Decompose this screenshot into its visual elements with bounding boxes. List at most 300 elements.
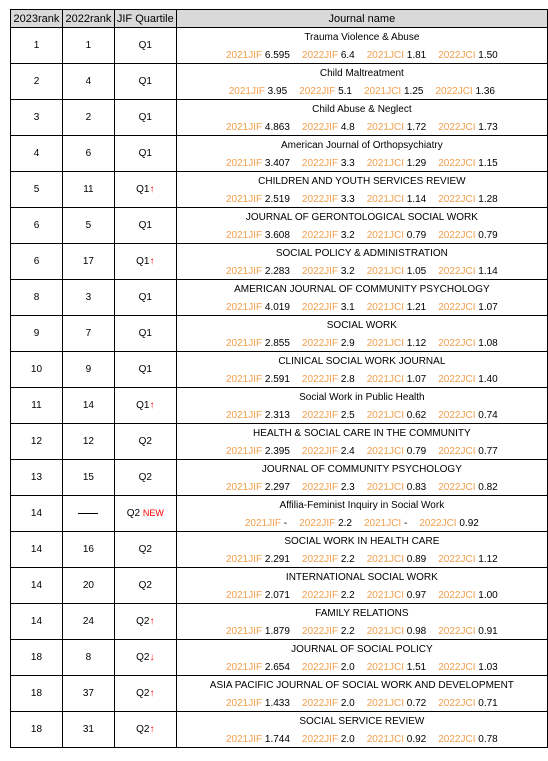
quartile-value: Q2 [126, 508, 141, 519]
metric-label: 2021JCI [366, 410, 404, 421]
quartile-value: Q2 [138, 544, 152, 555]
quartile-cell [114, 172, 176, 208]
metric-value: 3.2 [340, 230, 355, 241]
rank-2022-value: 3 [85, 292, 92, 303]
metric-value: 1.29 [406, 158, 427, 169]
journal-cell [176, 676, 547, 712]
metric-label: 2022JCI [438, 626, 476, 637]
jci-2022 [435, 85, 495, 99]
metric-value: 0.62 [406, 410, 427, 421]
metric-label: 2022JCI [438, 338, 476, 349]
rank-2023-cell [11, 388, 63, 424]
metric-value: - [283, 518, 288, 529]
rank-2023-value: 11 [31, 400, 42, 411]
metric-label: 2022JIF [299, 86, 336, 97]
quartile-value: Q1 [138, 112, 152, 123]
jci-2022 [438, 229, 498, 243]
metric-value: 1.00 [478, 590, 498, 601]
rank-2023-value: 13 [30, 472, 43, 483]
metric-value: 0.79 [406, 446, 427, 457]
jif-2022 [302, 733, 355, 747]
jif-2022 [302, 409, 355, 423]
rank-2022-cell [62, 280, 114, 316]
jif-2021 [226, 697, 290, 711]
metric-label: 2022JIF [301, 50, 339, 61]
metric-label: 2021JCI [366, 626, 404, 637]
journal-cell [176, 208, 547, 244]
quartile-value: Q2 [136, 652, 150, 663]
jci-2022 [438, 373, 498, 387]
journal-name: SOCIAL POLICY & ADMINISTRATION [275, 248, 448, 259]
metric-label: 2022JCI [438, 266, 476, 277]
journal-metrics [177, 337, 547, 351]
jif-2021 [226, 229, 290, 243]
journal-name: JOURNAL OF COMMUNITY PSYCHOLOGY [261, 464, 462, 475]
rank-2023-cell [11, 244, 63, 280]
quartile-value: Q1 [138, 40, 152, 51]
metric-label: 2022JIF [301, 302, 339, 313]
arrow-down-icon: ↓ [149, 652, 155, 663]
header-row [11, 10, 548, 28]
jci-2021 [367, 337, 427, 351]
metric-value: 4.019 [264, 302, 290, 313]
metric-value: 2.654 [264, 662, 290, 673]
jci-2022 [438, 733, 498, 747]
journal-metrics [177, 517, 547, 531]
metric-label: 2021JIF [225, 338, 263, 349]
quartile-cell [114, 460, 176, 496]
quartile-cell [114, 28, 176, 64]
quartile-cell [114, 424, 176, 460]
rank-2023-value: 3 [33, 112, 40, 123]
rank-2023-cell [11, 496, 63, 532]
metric-label: 2021JCI [366, 698, 404, 709]
quartile-value: Q1 [138, 328, 152, 339]
journal-name: SOCIAL SERVICE REVIEW [299, 716, 425, 727]
metric-value: 0.77 [478, 446, 498, 457]
metric-label: 2021JIF [225, 194, 263, 205]
metric-value: 1.12 [406, 338, 427, 349]
journal-name: American Journal of Orthopsychiatry [280, 140, 443, 151]
jci-2022 [438, 445, 498, 459]
metric-value: 0.89 [406, 554, 427, 565]
metric-label: 2022JIF [301, 734, 339, 745]
journal-cell [176, 172, 547, 208]
rank-2022-value: 15 [82, 472, 94, 483]
journal-name: FAMILY RELATIONS [315, 608, 409, 619]
journal-cell [176, 64, 547, 100]
metric-label: 2021JCI [366, 554, 404, 565]
metric-value: 1.81 [406, 50, 427, 61]
jci-2022 [438, 49, 498, 63]
jci-2021 [367, 373, 427, 387]
rank-2023-value: 8 [33, 292, 40, 303]
jci-2021 [364, 85, 424, 99]
metric-label: 2021JIF [244, 518, 282, 529]
journal-metrics [177, 85, 547, 99]
metric-value: 2.291 [264, 554, 290, 565]
jif-2021 [226, 193, 290, 207]
journal-cell [176, 640, 547, 676]
metric-label: 2022JCI [438, 698, 476, 709]
jif-2021 [226, 337, 290, 351]
metric-label: 2021JCI [366, 662, 404, 673]
metric-value: 3.608 [264, 230, 290, 241]
journal-cell [176, 496, 547, 532]
metric-label: 2021JCI [366, 158, 404, 169]
metric-value: 2.071 [264, 590, 290, 601]
metric-value: 2.5 [340, 410, 355, 421]
rank-2022-value: 16 [82, 544, 94, 555]
jci-2022 [438, 265, 498, 279]
jif-2021 [226, 553, 290, 567]
metric-label: 2022JCI [438, 734, 476, 745]
metric-value: 1.433 [264, 698, 290, 709]
metric-label: 2021JCI [366, 482, 404, 493]
metric-value: 2.0 [340, 662, 355, 673]
jci-2021 [367, 625, 427, 639]
rank-2023-value: 14 [30, 616, 43, 627]
rank-2023-cell [11, 352, 63, 388]
table-row [11, 172, 548, 208]
metric-value: 3.3 [340, 194, 355, 205]
metric-value: 0.97 [406, 590, 427, 601]
rank-2022-value: 2 [85, 112, 92, 123]
metric-value: 0.91 [478, 626, 498, 637]
rank-2023-value: 18 [30, 652, 43, 663]
rank-2022-cell [62, 496, 114, 532]
journal-name: JOURNAL OF GERONTOLOGICAL SOCIAL WORK [245, 212, 478, 223]
journal-cell [176, 532, 547, 568]
metric-value: 2.2 [340, 626, 355, 637]
table-row [11, 100, 548, 136]
journal-name: SOCIAL WORK [326, 320, 397, 331]
quartile-value: Q1 [138, 76, 152, 87]
metric-label: 2021JIF [225, 446, 263, 457]
metric-value: 1.12 [478, 554, 498, 565]
journal-metrics [177, 445, 547, 459]
table-row [11, 460, 548, 496]
metric-label: 2022JCI [438, 302, 476, 313]
jif-2021 [226, 265, 290, 279]
metric-value: 1.50 [478, 50, 498, 61]
jif-2021 [226, 121, 290, 135]
metric-label: 2021JIF [225, 590, 263, 601]
metric-value: 5.1 [338, 86, 352, 97]
jif-2022 [302, 121, 355, 135]
metric-label: 2021JCI [366, 374, 404, 385]
metric-label: 2022JIF [301, 374, 339, 385]
journal-cell [176, 280, 547, 316]
jif-2021 [226, 445, 290, 459]
metric-label: 2021JCI [366, 734, 404, 745]
metric-value: 0.71 [478, 698, 498, 709]
jif-2021 [226, 49, 290, 63]
rank-2023-value: 18 [30, 688, 43, 699]
rank-2023-cell [11, 28, 63, 64]
metric-label: 2022JCI [438, 410, 476, 421]
table-row [11, 640, 548, 676]
quartile-cell [114, 316, 176, 352]
rank-2023-value: 14 [30, 544, 43, 555]
jif-2021 [226, 733, 290, 747]
metric-value: 1.07 [406, 374, 427, 385]
jif-2022 [302, 589, 355, 603]
metric-value: 2.9 [340, 338, 355, 349]
table-row [11, 532, 548, 568]
rank-2023-cell [11, 316, 63, 352]
jci-2021 [367, 445, 427, 459]
journal-cell [176, 604, 547, 640]
no-rank-dash [78, 513, 98, 514]
quartile-cell [114, 676, 176, 712]
jci-2021 [367, 553, 427, 567]
jif-2022 [302, 625, 355, 639]
table-row [11, 712, 548, 748]
rank-2023-cell [11, 172, 63, 208]
metric-label: 2021JIF [225, 482, 263, 493]
journal-name: CLINICAL SOCIAL WORK JOURNAL [278, 356, 446, 367]
journal-cell [176, 100, 547, 136]
journal-metrics [177, 733, 547, 747]
rank-2023-cell [11, 712, 63, 748]
jci-2021 [367, 49, 427, 63]
metric-label: 2022JIF [301, 446, 339, 457]
metric-label: 2021JCI [366, 122, 404, 133]
rank-2023-cell [11, 532, 63, 568]
jif-2021 [226, 589, 290, 603]
rank-2023-cell [11, 100, 63, 136]
jci-2022 [438, 625, 498, 639]
jci-2022 [438, 121, 498, 135]
metric-label: 2021JIF [225, 374, 263, 385]
jci-2021 [367, 733, 427, 747]
table-row [11, 568, 548, 604]
jif-2021 [226, 373, 290, 387]
rank-2023-cell [11, 208, 63, 244]
rank-2023-cell [11, 280, 63, 316]
rank-2022-value: 11 [83, 184, 94, 195]
metric-value: 2.297 [264, 482, 290, 493]
metric-value: 4.863 [264, 122, 290, 133]
jif-2021 [245, 517, 287, 531]
jif-2021 [226, 625, 290, 639]
jci-2021 [367, 589, 427, 603]
rank-2022-value: 1 [85, 40, 92, 51]
metric-value: 1.21 [406, 302, 427, 313]
rank-2022-value: 8 [85, 652, 92, 663]
journal-name: ASIA PACIFIC JOURNAL OF SOCIAL WORK AND DEVELOPMENT [209, 680, 514, 691]
jci-2022 [438, 409, 498, 423]
metric-label: 2021JIF [225, 698, 263, 709]
rank-2022-cell [62, 316, 114, 352]
quartile-value: Q2 [138, 580, 152, 591]
quartile-cell [114, 64, 176, 100]
quartile-cell [114, 244, 176, 280]
header-2022rank: 2022rank [62, 10, 114, 28]
quartile-cell [114, 388, 176, 424]
quartile-value: Q1 [138, 148, 152, 159]
metric-value: 2.855 [264, 338, 290, 349]
rank-2022-cell [62, 568, 114, 604]
metric-value: 2.0 [340, 698, 355, 709]
jci-2022 [438, 301, 498, 315]
metric-value: 1.14 [478, 266, 498, 277]
metric-label: 2022JIF [301, 626, 339, 637]
table-row [11, 388, 548, 424]
metric-value: 0.83 [406, 482, 427, 493]
metric-label: 2021JIF [225, 122, 263, 133]
jci-2022 [438, 481, 498, 495]
metric-value: 2.3 [340, 482, 355, 493]
jif-2022 [302, 445, 355, 459]
journal-metrics [177, 373, 547, 387]
arrow-up-icon: ↑ [149, 256, 155, 267]
metric-value: 1.40 [478, 374, 498, 385]
arrow-up-icon: ↑ [149, 688, 155, 699]
table-row [11, 424, 548, 460]
journal-name: JOURNAL OF SOCIAL POLICY [291, 644, 433, 655]
metric-value: 0.82 [478, 482, 498, 493]
metric-value: 1.08 [478, 338, 498, 349]
metric-label: 2021JIF [225, 230, 263, 241]
jif-2022 [302, 157, 355, 171]
rank-2022-cell [62, 604, 114, 640]
metric-label: 2022JIF [299, 518, 336, 529]
metric-value: 2.2 [338, 518, 352, 529]
metric-label: 2021JCI [366, 446, 404, 457]
metric-value: 6.595 [264, 50, 290, 61]
quartile-cell [114, 208, 176, 244]
metric-label: 2021JIF [225, 626, 263, 637]
quartile-value: Q1 [138, 220, 152, 231]
jif-2022 [302, 229, 355, 243]
metric-value: 0.92 [459, 518, 479, 529]
metric-value: 2.4 [340, 446, 355, 457]
table-row [11, 316, 548, 352]
jif-2021 [226, 661, 290, 675]
rank-2022-cell [62, 352, 114, 388]
journal-name: AMERICAN JOURNAL OF COMMUNITY PSYCHOLOGY [234, 284, 490, 295]
journal-cell [176, 460, 547, 496]
rank-2022-value: 17 [82, 256, 94, 267]
table-row [11, 604, 548, 640]
jif-2022 [299, 517, 352, 531]
metric-label: 2022JCI [438, 374, 476, 385]
metric-value: 3.3 [340, 158, 355, 169]
arrow-up-icon: ↑ [149, 616, 155, 627]
quartile-value: Q1 [136, 256, 150, 267]
journal-name: CHILDREN AND YOUTH SERVICES REVIEW [258, 176, 466, 187]
journal-ranking-table [10, 9, 548, 748]
journal-cell [176, 712, 547, 748]
metric-value: 2.395 [264, 446, 290, 457]
metric-label: 2021JIF [225, 158, 263, 169]
metric-label: 2021JCI [363, 518, 402, 529]
rank-2023-value: 10 [30, 364, 43, 375]
metric-label: 2022JCI [419, 518, 457, 529]
metric-label: 2021JIF [225, 410, 263, 421]
metric-label: 2021JIF [225, 302, 263, 313]
jif-2022 [302, 337, 355, 351]
rank-2022-cell [62, 100, 114, 136]
jci-2021 [367, 265, 427, 279]
rank-2023-cell [11, 640, 63, 676]
metric-value: 1.25 [404, 86, 424, 97]
journal-name: Affilia-Feminist Inquiry in Social Work [279, 500, 445, 511]
quartile-value: Q1 [138, 364, 152, 375]
metric-value: 1.15 [478, 158, 498, 169]
metric-value: 2.0 [340, 734, 355, 745]
rank-2022-value: 4 [85, 76, 92, 87]
metric-label: 2022JIF [301, 122, 339, 133]
jci-2021 [367, 409, 427, 423]
quartile-cell [114, 640, 176, 676]
journal-metrics [177, 193, 547, 207]
metric-label: 2022JIF [301, 482, 339, 493]
journal-name: SOCIAL WORK IN HEALTH CARE [284, 536, 440, 547]
metric-label: 2022JCI [438, 230, 476, 241]
rank-2022-value: 31 [82, 724, 94, 735]
metric-label: 2022JIF [301, 266, 339, 277]
rank-2023-value: 12 [30, 436, 43, 447]
metric-label: 2022JIF [301, 158, 339, 169]
rank-2022-value: 14 [82, 400, 94, 411]
jif-2022 [302, 301, 355, 315]
journal-metrics [177, 301, 547, 315]
rank-2022-cell [62, 172, 114, 208]
metric-value: 1.36 [475, 86, 495, 97]
jif-2022 [302, 481, 355, 495]
rank-2023-value: 5 [33, 184, 40, 195]
metric-label: 2021JIF [225, 662, 263, 673]
journal-metrics [177, 481, 547, 495]
rank-2023-value: 4 [33, 148, 40, 159]
quartile-value: Q2 [136, 616, 150, 627]
metric-value: 1.51 [406, 662, 427, 673]
metric-label: 2021JIF [225, 266, 263, 277]
table-row [11, 28, 548, 64]
metric-label: 2021JIF [225, 554, 263, 565]
rank-2023-value: 14 [30, 580, 43, 591]
quartile-value: Q1 [136, 184, 150, 195]
quartile-cell [114, 604, 176, 640]
jci-2021 [367, 229, 427, 243]
header-jif-quartile: JIF Quartile [114, 10, 176, 28]
rank-2022-cell [62, 208, 114, 244]
jif-2021 [229, 85, 287, 99]
quartile-value: Q2 [138, 436, 152, 447]
quartile-value: Q1 [138, 292, 152, 303]
metric-value: 0.92 [406, 734, 427, 745]
rank-2022-cell [62, 136, 114, 172]
metric-label: 2022JIF [301, 230, 339, 241]
jci-2021 [367, 121, 427, 135]
journal-cell [176, 316, 547, 352]
jci-2021 [367, 661, 427, 675]
metric-label: 2022JCI [438, 554, 476, 565]
metric-label: 2022JIF [301, 590, 339, 601]
journal-cell [176, 28, 547, 64]
metric-label: 2022JIF [301, 554, 339, 565]
metric-value: 1.879 [264, 626, 290, 637]
metric-value: 3.1 [340, 302, 355, 313]
metric-label: 2021JIF [225, 734, 263, 745]
rank-2022-cell [62, 244, 114, 280]
metric-label: 2021JCI [366, 230, 404, 241]
metric-label: 2021JCI [366, 266, 404, 277]
rank-2023-cell [11, 64, 63, 100]
